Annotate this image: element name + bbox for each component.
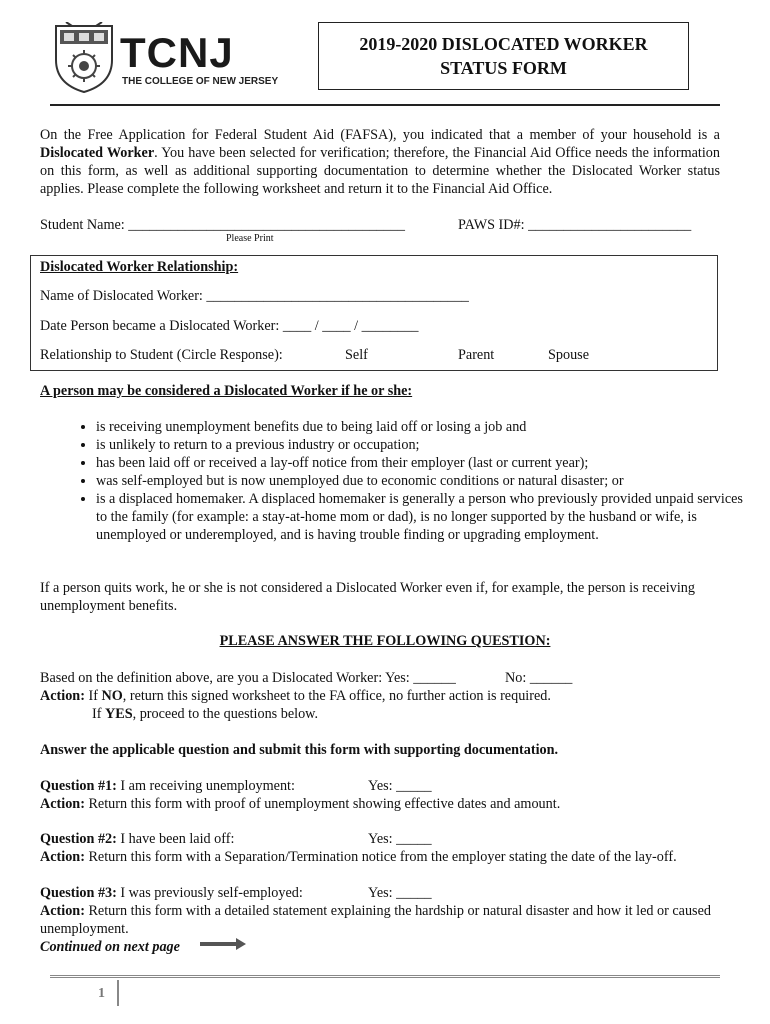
- form-title-box: [318, 22, 689, 90]
- dislocated-yes-field[interactable]: Based on the definition above, are you a Dislocated Worker: Yes: ______: [40, 670, 456, 686]
- dislocated-worker-name-field[interactable]: Name of Dislocated Worker: _____________________________________: [40, 288, 469, 304]
- action-yes-line: [92, 705, 318, 723]
- question-1: [40, 777, 295, 795]
- dislocated-date-field[interactable]: Date Person became a Dislocated Worker: ____ / ____ / ________: [40, 318, 419, 334]
- page-number: 1: [98, 986, 105, 1001]
- page-number-bar: [117, 980, 119, 1006]
- form-title-line2: STATUS FORM: [440, 58, 567, 78]
- form-title-line1: 2019-2020 DISLOCATED WORKER: [359, 34, 648, 54]
- intro-paragraph: [40, 126, 720, 198]
- question-label: Question #3:: [40, 885, 117, 901]
- list-item: • is a displaced homemaker. A displaced homemaker is generally a person who previously provided unpaid services to the family (for example: a stay-at-home mom or dad), is no longer supported by the husband or wife, is unemployed or underemployed, and is having trouble finding or upgrading employment.: [96, 490, 756, 544]
- list-item: • was self-employed but is now unemployed due to economic conditions or natural disaster; or: [96, 472, 756, 490]
- question-text: I have been laid off:: [120, 831, 235, 847]
- logo-wordmark: TCNJ: [120, 29, 234, 76]
- list-item: • is unlikely to return to a previous industry or occupation;: [96, 436, 756, 454]
- relationship-option-spouse[interactable]: Spouse: [548, 347, 589, 363]
- definition-list: [58, 418, 756, 544]
- action-label: Action:: [40, 849, 85, 865]
- print-hint: Please Print: [226, 233, 274, 244]
- action-label: Action:: [40, 903, 85, 919]
- relationship-option-self[interactable]: Self: [345, 347, 368, 363]
- question-3-yes-field[interactable]: Yes: _____: [368, 885, 432, 901]
- list-item: • has been laid off or received a lay-off notice from their employer (last or current year);: [96, 454, 756, 472]
- question-text: I was previously self-employed:: [120, 885, 303, 901]
- action-label: Action:: [40, 688, 85, 704]
- header-divider: [50, 104, 720, 106]
- action-text: Return this form with a Separation/Termination notice from the employer stating the date of the lay-off.: [88, 849, 677, 865]
- question-3-action: [40, 902, 720, 938]
- action-if: If: [92, 706, 102, 722]
- question-2-action: [40, 848, 677, 866]
- definition-heading: A person may be considered a Dislocated Worker if he or she:: [40, 383, 413, 399]
- question-label: Question #1:: [40, 778, 117, 794]
- question-2-yes-field[interactable]: Yes: _____: [368, 831, 432, 847]
- relationship-heading: Dislocated Worker Relationship:: [40, 259, 239, 275]
- paws-id-field[interactable]: PAWS ID#: _______________________: [458, 217, 692, 233]
- dislocated-no-field[interactable]: No: ______: [505, 670, 573, 686]
- action-label: Action:: [40, 796, 85, 812]
- tcnj-logo: [50, 22, 310, 94]
- quit-note: If a person quits work, he or she is not considered a Dislocated Worker even if, for example, the person is receiving unemployment benefits.: [40, 580, 695, 614]
- question-2: [40, 830, 234, 848]
- arrow-right-icon: [200, 938, 246, 950]
- question-1-action: [40, 795, 560, 813]
- question-label: Question #2:: [40, 831, 117, 847]
- action-no-text: , return this signed worksheet to the FA office, no further action is required.: [122, 688, 551, 704]
- action-text: Return this form with a detailed statement explaining the hardship or natural disaster and how it led or caused unemployment.: [40, 903, 711, 937]
- yes-word: YES: [105, 706, 133, 722]
- action-if: If: [88, 688, 98, 704]
- intro-bold: Dislocated Worker: [40, 145, 155, 161]
- action-no-line: [40, 687, 551, 705]
- intro-text-1: On the Free Application for Federal Student Aid (FAFSA), you indicated that a member of your household is a: [40, 127, 720, 143]
- logo-subtitle: THE COLLEGE OF NEW JERSEY: [122, 76, 279, 87]
- question-1-yes-field[interactable]: Yes: _____: [368, 778, 432, 794]
- question-text: I am receiving unemployment:: [120, 778, 295, 794]
- list-item: • is receiving unemployment benefits due to being laid off or losing a job and: [96, 418, 756, 436]
- relationship-label: Relationship to Student (Circle Response):: [40, 347, 283, 363]
- college-crest-icon: [50, 22, 118, 94]
- question-heading: PLEASE ANSWER THE FOLLOWING QUESTION:: [219, 633, 551, 649]
- question-3: [40, 884, 303, 902]
- footer-divider: [50, 975, 720, 978]
- student-name-field[interactable]: Student Name: _______________________________________: [40, 217, 405, 233]
- relationship-option-parent[interactable]: Parent: [458, 347, 495, 363]
- instructions: Answer the applicable question and submit this form with supporting documentation.: [40, 742, 559, 758]
- continued-note: Continued on next page: [40, 939, 180, 955]
- action-text: Return this form with proof of unemployment showing effective dates and amount.: [88, 796, 561, 812]
- no-word: NO: [101, 688, 123, 704]
- action-yes-text: , proceed to the questions below.: [132, 706, 319, 722]
- intro-text-2: . You have been selected for verification; therefore, the Financial Aid Office needs the information on this form, as well as additional supporting documentation to determine whether the Dislocated Worker status applies. Please complete the following worksheet and return it to the Financial Aid Office.: [40, 145, 720, 197]
